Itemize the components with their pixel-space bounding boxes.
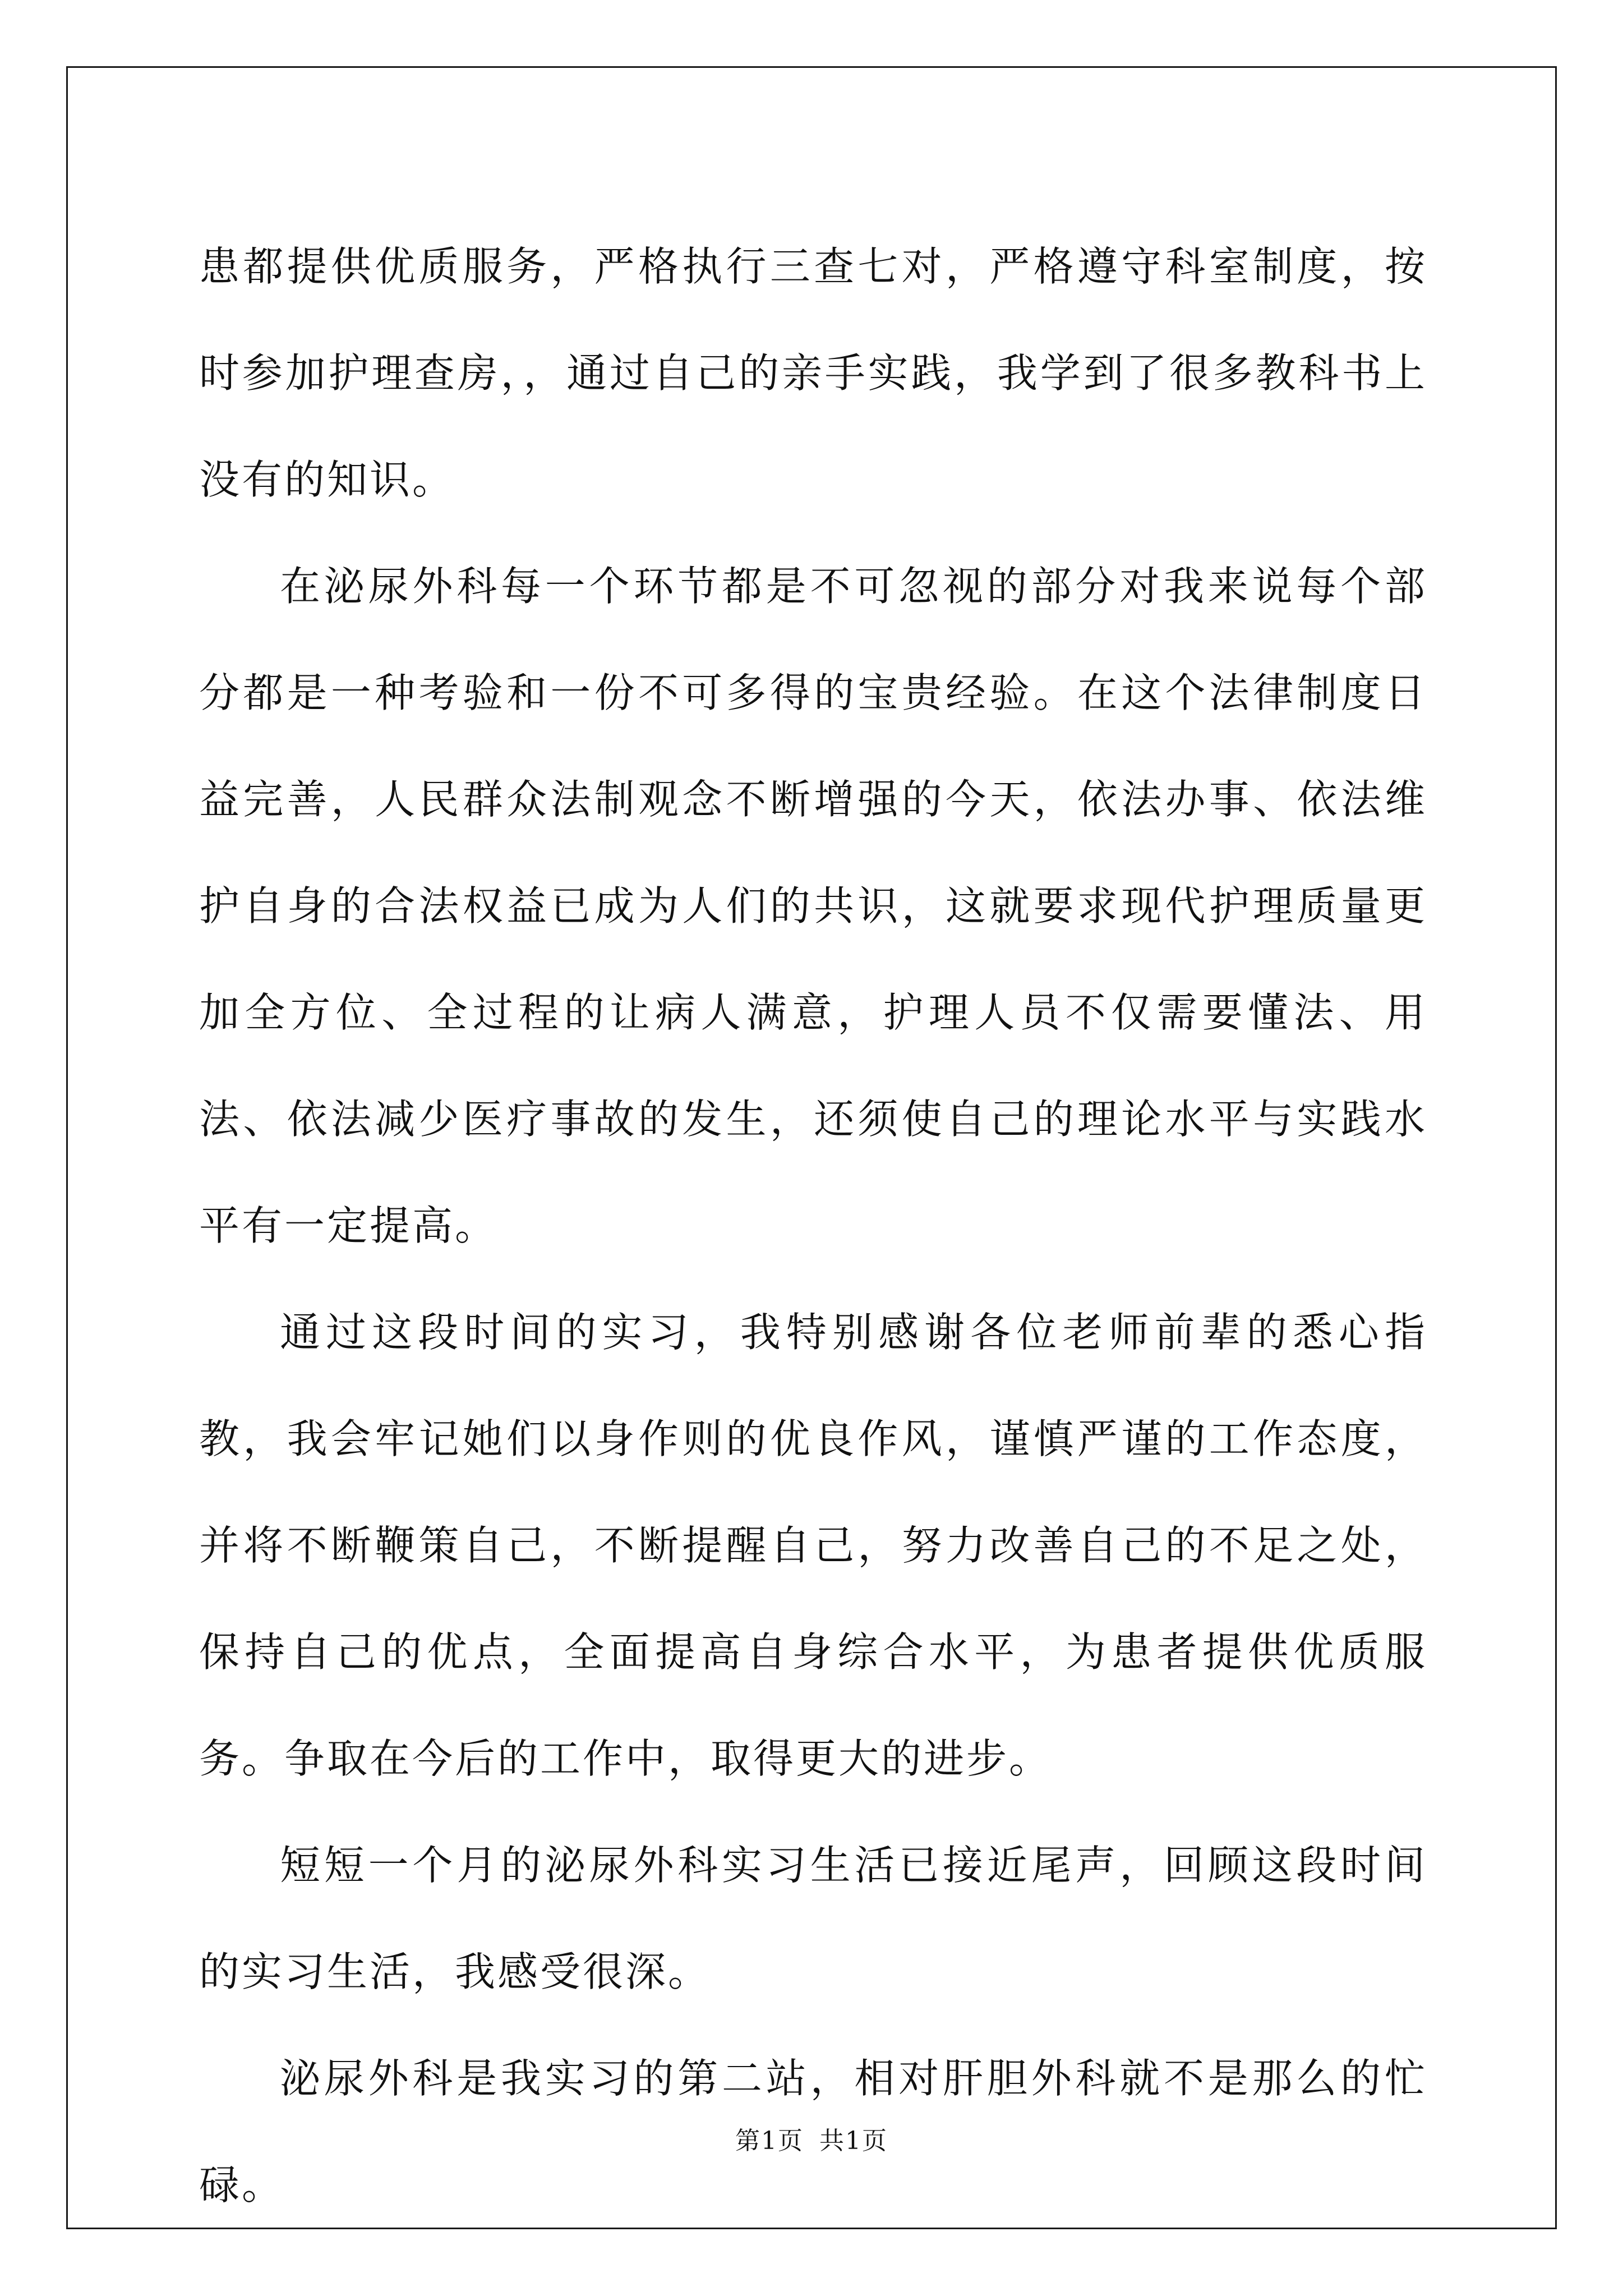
paragraph-4: 短短一个月的泌尿外科实习生活已接近尾声，回顾这段时间的实习生活，我感受很深。 [199,1842,1427,1995]
paragraph-2: 在泌尿外科每一个环节都是不可忽视的部分对我来说每个部分都是一种考验和一份不可多得的宝贵经验。在这个法律制度日益完善，人民群众法制观念不断增强的今天，依法办事、依法维护自身的合法权益已成为人们的共识，这就要求现代护理质量更加全方位、全过程的让病人满意，护理人员不仅需要懂法、用法、依法减少医疗事故的发生，还须使自己的理论水平与实践水平有一定提高。 [199,563,1427,1249]
document-body [199,213,1427,2238]
page-total: 共1页 [819,2127,888,2155]
paragraph-1: 患都提供优质服务，严格执行三查七对，严格遵守科室制度，按时参加护理查房，，通过自己的亲手实践，我学到了很多教科书上没有的知识。 [199,243,1427,503]
page-footer [0,2120,1623,2156]
paragraph-3: 通过这段时间的实习，我特别感谢各位老师前辈的悉心指教，我会牢记她们以身作则的优良作风，谨慎严谨的工作态度，并将不断鞭策自己，不断提醒自己，努力改善自己的不足之处，保持自己的优点，全面提高自身综合水平，为患者提供优质服务。争取在今后的工作中，取得更大的进步。 [199,1309,1427,1782]
page-number: 第1页 [735,2127,804,2155]
paragraph-5: 泌尿外科是我实习的第二站，相对肝胆外科就不是那么的忙碌。 [199,2055,1427,2208]
